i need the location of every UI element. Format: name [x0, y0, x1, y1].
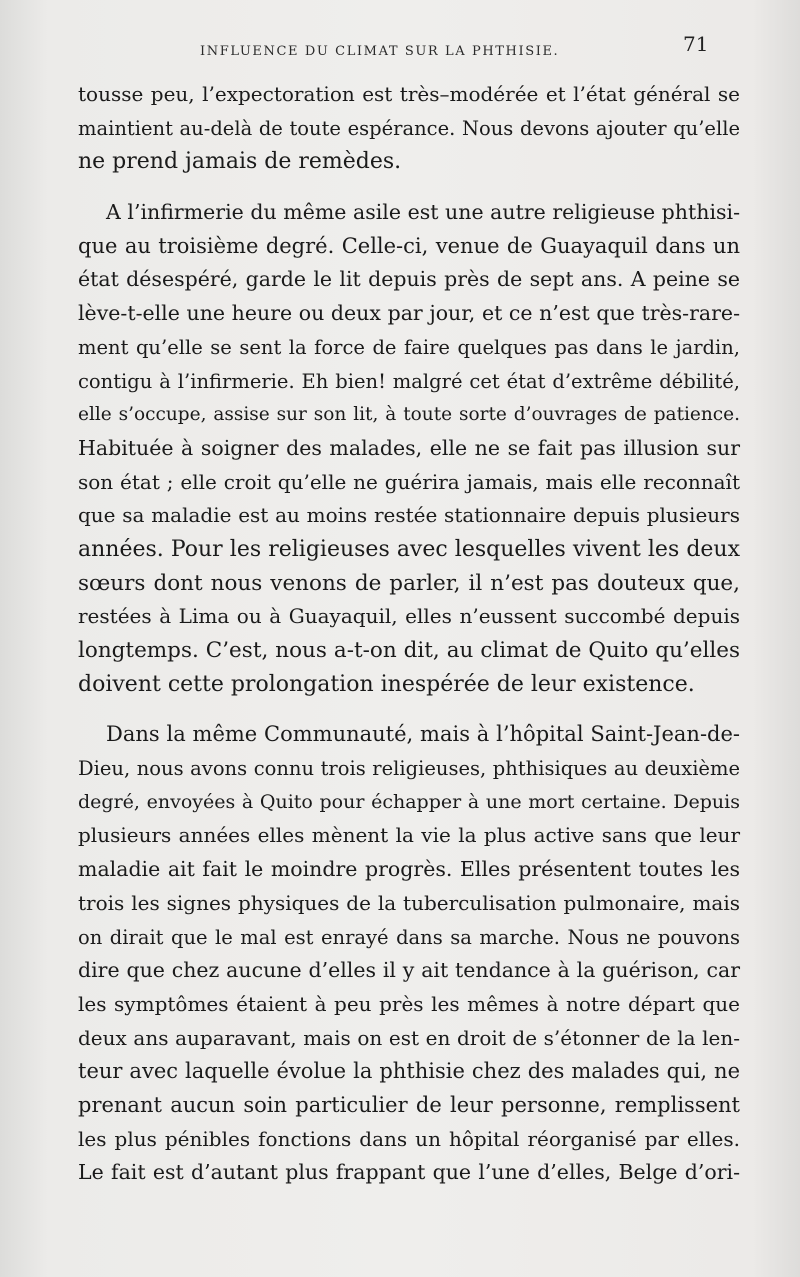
text-line: dire que chez aucune d’elles il y ait tendance à la guérison, car [78, 958, 740, 983]
text-line: ment qu’elle se sent la force de faire quelques pas dans le jardin, [78, 335, 740, 359]
text-line: elle s’occupe, assise sur son lit, à toute sorte d’ouvrages de patience. [78, 404, 740, 426]
page-number: 71 [683, 32, 709, 56]
paragraph [78, 196, 740, 701]
text-line: contigu à l’infirmerie. Eh bien! malgré cet état d’extrême débilité, [78, 369, 740, 393]
text-line: doivent cette prolongation inespérée de leur existence. [78, 671, 695, 697]
text-line: Le fait est d’autant plus frappant que l’une d’elles, Belge d’ori- [78, 1160, 740, 1185]
text-line: longtemps. C’est, nous a-t-on dit, au climat de Quito qu’elles [78, 638, 740, 663]
text-line: deux ans auparavant, mais on est en droit de s’étonner de la len- [78, 1025, 740, 1050]
text-line: Dans la même Communauté, mais à l’hôpital Saint-Jean-de- [106, 722, 740, 747]
text-line: état désespéré, garde le lit depuis près de sept ans. A peine se [78, 267, 740, 292]
text-line: Dieu, nous avons connu trois religieuses, phthisiques au deuxième [78, 757, 740, 781]
text-line: les symptômes étaient à peu près les mêmes à notre départ que [78, 991, 740, 1016]
text-line: on dirait que le mal est enrayé dans sa marche. Nous ne pouvons [78, 925, 740, 949]
text-line: tousse peu, l’expectoration est très–modérée et l’état général se [78, 82, 740, 106]
page-header [0, 30, 800, 70]
paragraph-gap [78, 701, 740, 718]
text-line: ne prend jamais de remèdes. [78, 149, 402, 175]
text-line: restées à Lima ou à Guayaquil, elles n’eussent succombé depuis [78, 604, 740, 629]
text-line: Habituée à soigner des malades, elle ne se fait pas illusion sur [78, 435, 740, 460]
text-line: son état ; elle croit qu’elle ne guérira jamais, mais elle reconnaît [78, 469, 740, 494]
text-line: plusieurs années elles mènent la vie la plus active sans que leur [78, 823, 740, 848]
text-line: teur avec laquelle évolue la phthisie chez des malades qui, ne [78, 1059, 740, 1084]
text-line: maladie ait fait le moindre progrès. Elles présentent toutes les [78, 857, 740, 882]
running-head: INFLUENCE DU CLIMAT SUR LA PHTHISIE. [200, 44, 560, 59]
text-line: prenant aucun soin particulier de leur personne, remplissent [78, 1092, 740, 1117]
text-line: sœurs dont nous venons de parler, il n’est pas douteux que, [78, 570, 740, 596]
text-line: degré, envoyées à Quito pour échapper à une mort certaine. Depuis [78, 790, 740, 813]
text-line: lève-t-elle une heure ou deux par jour, et ce n’est que très-rare- [78, 301, 740, 326]
paragraph [78, 78, 740, 179]
text-line: que au troisième degré. Celle-ci, venue de Guayaquil dans un [78, 233, 740, 258]
text-line: trois les signes physiques de la tuberculisation pulmonaire, mais [78, 890, 740, 915]
text-line: les plus pénibles fonctions dans un hôpital réorganisé par elles. [78, 1126, 740, 1151]
text-line: années. Pour les religieuses avec lesquelles vivent les deux [78, 536, 740, 562]
paragraph-gap [78, 179, 740, 196]
text-line: que sa maladie est au moins restée stationnaire depuis plusieurs [78, 503, 740, 528]
paragraph [78, 718, 740, 1190]
text-line: maintient au-delà de toute espérance. Nous devons ajouter qu’elle [78, 116, 740, 140]
text-line: A l’infirmerie du même asile est une autre religieuse phthisi- [106, 200, 740, 225]
body-text [78, 78, 740, 1190]
